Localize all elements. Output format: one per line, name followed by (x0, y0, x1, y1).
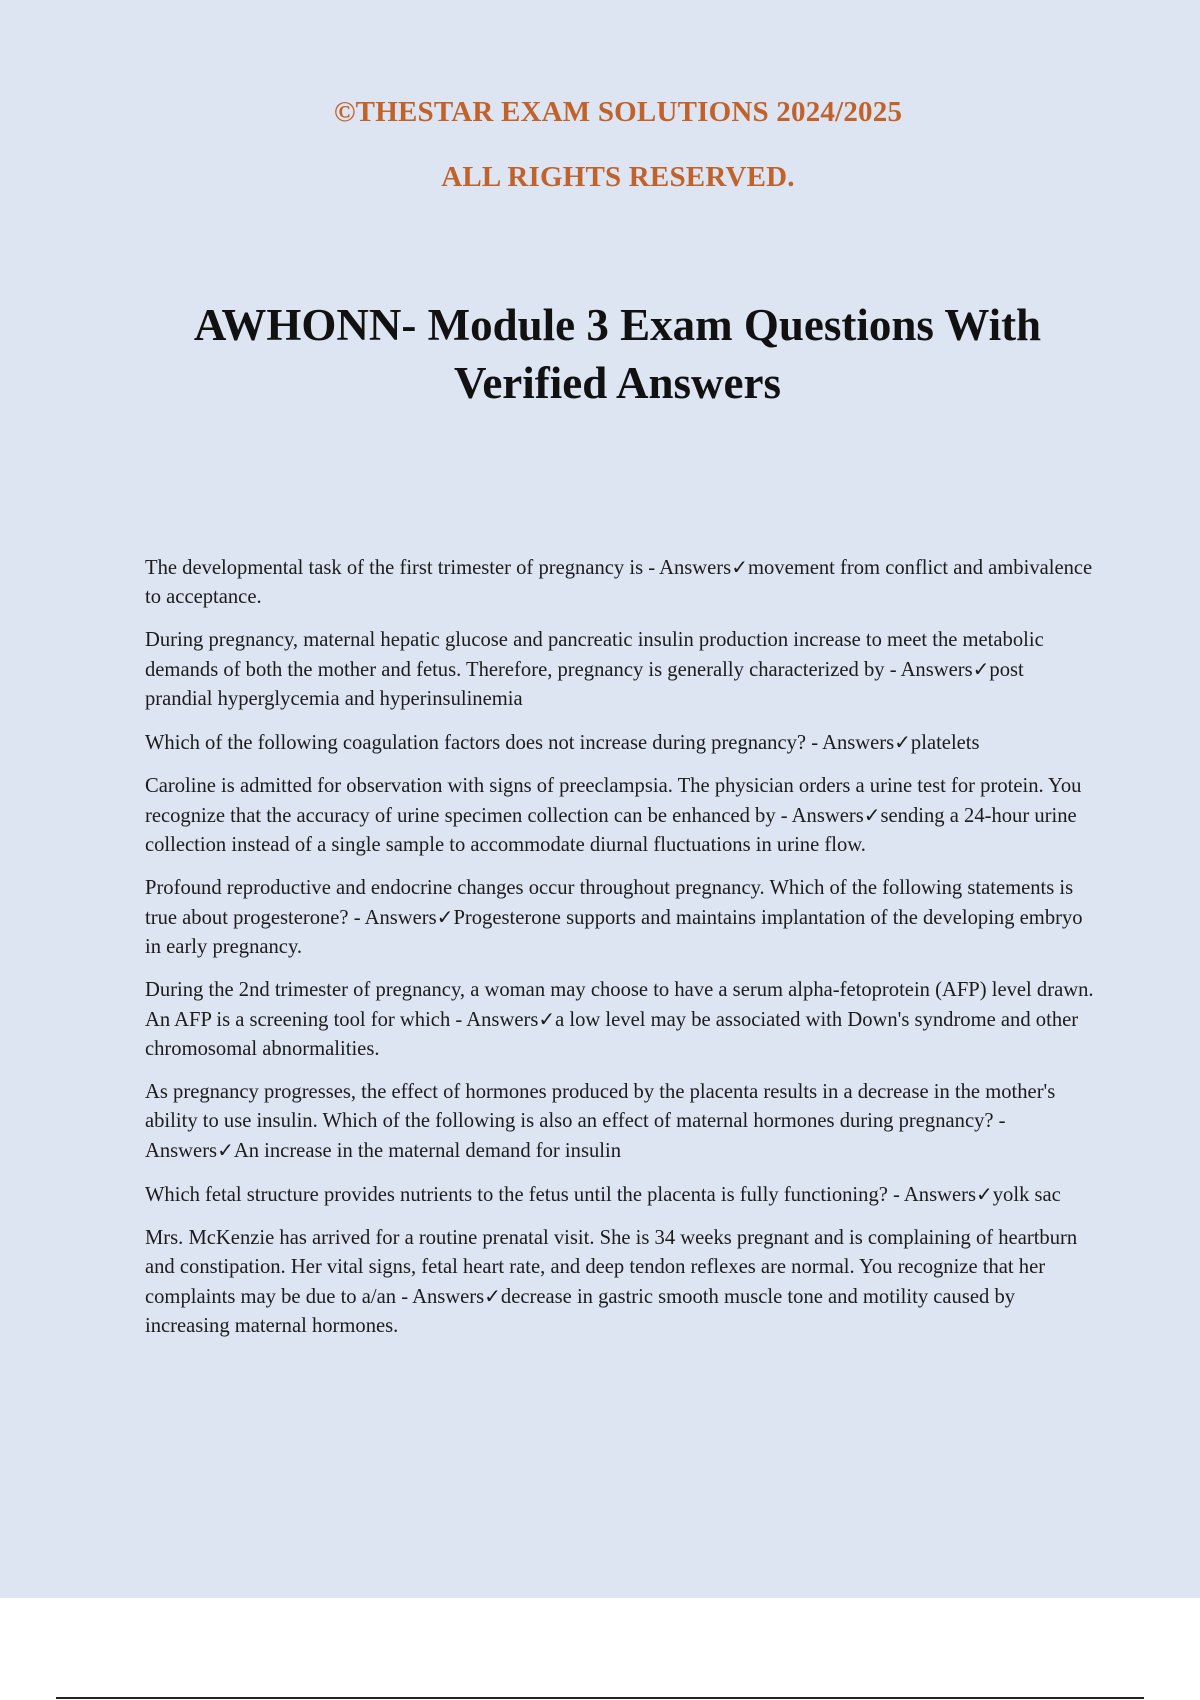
question-text: During the 2nd trimester of pregnancy, a woman may choose to have a serum alpha-fetoprotein (AFP) level drawn. An AFP is a screening tool for which (145, 979, 1094, 1031)
answer-text: sending a 24-hour urine collection instead of a single sample to accommodate diurnal fluctuations in urine flow. (145, 805, 1077, 856)
answer-prefix: - Answers (643, 557, 732, 579)
qa-item (145, 1180, 1095, 1210)
question-text: The developmental task of the first trimester of pregnancy is (145, 557, 644, 579)
check-icon: ✓ (863, 803, 881, 827)
footer-divider (56, 1697, 1144, 1699)
check-icon: ✓ (972, 657, 990, 681)
answer-prefix: - Answers (884, 659, 973, 681)
check-icon: ✓ (731, 555, 748, 579)
question-text: Which of the following coagulation factors does not increase during pregnancy? (145, 732, 807, 754)
answer-text: Progesterone supports and maintains implantation of the developing embryo in early pregnancy. (145, 907, 1083, 958)
answer-text: yolk sac (992, 1184, 1061, 1206)
qa-item (145, 976, 1095, 1064)
answer-prefix: - Answers (887, 1184, 976, 1206)
check-icon: ✓ (436, 905, 454, 929)
answer-text: decrease in gastric smooth muscle tone and motility caused by increasing maternal hormones. (145, 1286, 1016, 1337)
answer-prefix: - Answers (348, 907, 437, 929)
answer-prefix: - Answers (775, 805, 864, 827)
answer-prefix: - Answers (806, 732, 895, 754)
check-icon: ✓ (975, 1182, 993, 1206)
question-text: Mrs. McKenzie has arrived for a routine prenatal visit. She is 34 weeks pregnant and is complaining of heartburn and constipation. Her vital signs, fetal heart rate, and deep tendon reflexes are normal. You recognize that her complaints may be due to a/an (145, 1227, 1078, 1308)
check-icon: ✓ (538, 1007, 556, 1031)
qa-item (145, 1224, 1095, 1341)
qa-item (145, 553, 1095, 612)
copyright-line-1: ©THESTAR EXAM SOLUTIONS 2024/2025 (333, 96, 903, 128)
check-icon: ✓ (894, 730, 911, 754)
qa-item (145, 1078, 1095, 1166)
qa-item (145, 728, 1095, 758)
check-icon: ✓ (484, 1284, 501, 1308)
qa-list (145, 553, 1095, 1355)
answer-text: post prandial hyperglycemia and hyperinsulinemia (145, 659, 1024, 710)
answer-prefix: - Answers (396, 1286, 485, 1308)
answer-text: platelets (910, 732, 980, 754)
copyright-line-2: ALL RIGHTS RESERVED. (441, 161, 795, 193)
question-text: As pregnancy progresses, the effect of hormones produced by the placenta results in a decrease in the mother's ability to use insulin. Which of the following is also an effect of maternal hormones during pregnancy? (145, 1081, 1056, 1132)
question-text: During pregnancy, maternal hepatic glucose and pancreatic insulin production increase to meet the metabolic demands of both the mother and fetus. Therefore, pregnancy is generally characterized by (145, 629, 1044, 681)
answer-prefix: - Answers (145, 1110, 1006, 1162)
question-text: Which fetal structure provides nutrients to the fetus until the placenta is fully functioning? (145, 1184, 888, 1206)
question-text: Profound reproductive and endocrine changes occur throughout pregnancy. Which of the following statements is true about progesterone? (145, 877, 1074, 929)
qa-item (145, 626, 1095, 714)
check-icon: ✓ (217, 1138, 234, 1162)
qa-item (145, 772, 1095, 860)
question-text: Caroline is admitted for observation with signs of preeclampsia. The physician orders a urine test for protein. You recognize that the accuracy of urine specimen collection can be enhanced by (145, 775, 1082, 827)
document-title: AWHONN- Module 3 Exam Questions With Verified Answers (193, 300, 1042, 408)
answer-text: An increase in the maternal demand for insulin (233, 1140, 621, 1162)
answer-prefix: - Answers (450, 1009, 539, 1031)
answer-text: movement from conflict and ambivalence to acceptance. (145, 557, 1093, 608)
qa-item (145, 874, 1095, 962)
answer-text: a low level may be associated with Down's syndrome and other chromosomal abnormalities. (145, 1009, 1079, 1060)
